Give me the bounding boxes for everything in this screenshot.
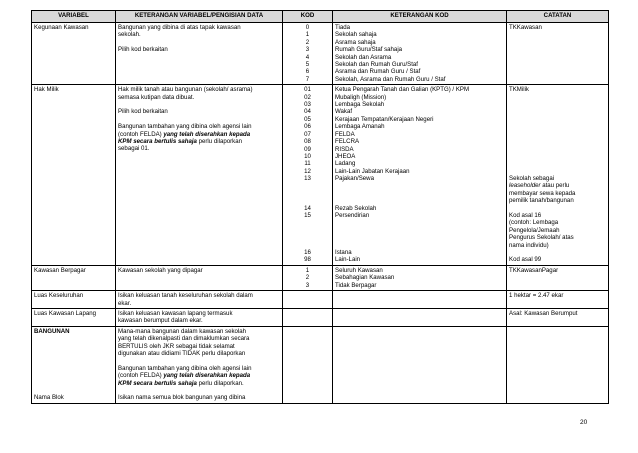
variable-name: Luas Kawasan Lapang — [34, 309, 97, 317]
code-description-cell — [333, 291, 507, 309]
variable-name: Kegunaan Kawasan — [34, 24, 89, 31]
description-cell — [116, 291, 283, 309]
note: TKKawasanPagar — [509, 266, 559, 274]
code-description-cell — [333, 326, 507, 403]
code: 3 — [305, 46, 310, 54]
code-description-cell — [333, 23, 507, 85]
description-line — [118, 138, 280, 145]
note: (contoh: Lembaga — [509, 219, 559, 227]
note: TKMilik — [509, 86, 529, 94]
code: 06 — [304, 123, 311, 131]
description-line: Mana-mana bangunan dalam kawasan sekolah — [118, 327, 247, 335]
code-description-cell — [333, 85, 507, 266]
text-run: perlu dilaporkan. — [196, 379, 244, 387]
header-catatan: CATATAN — [507, 11, 609, 23]
table-row — [32, 308, 609, 326]
code-description: Asrama dan Rumah Guru / Staf — [335, 68, 421, 76]
code: 3 — [305, 281, 310, 289]
code: 15 — [304, 212, 311, 220]
table-row — [32, 326, 609, 403]
code-description: Kerajaan Tempatan/Kerajaan Negeri — [335, 115, 434, 123]
note: Asal: Kawasan Berumput — [509, 309, 578, 317]
section-heading: BANGUNAN — [34, 327, 70, 335]
description-line: kawasan berumput dalam ekar. — [118, 317, 203, 325]
text-run: perlu dilaporkan — [196, 138, 242, 146]
note: Kod asal 99 — [509, 256, 542, 264]
table-header-row — [32, 11, 609, 23]
variable-name: Luas Keseluruhan — [34, 292, 84, 300]
code-description-cell — [333, 308, 507, 326]
code-description-cell — [333, 265, 507, 290]
code-description: Asrama sahaja — [335, 38, 376, 46]
code-cell — [283, 265, 333, 290]
variable-cell — [32, 326, 116, 403]
code-description: Lembaga Sekolah — [335, 101, 385, 109]
emphasis-text: yang telah diserahkan kepada — [163, 372, 251, 380]
note-cell — [507, 326, 609, 403]
code-description: Sekolah sahaja — [335, 31, 377, 39]
note: Pengurus Sekolah/ atas — [509, 234, 574, 242]
code-description: Wakaf — [335, 108, 353, 116]
code-description: Sekolah, Asrama dan Rumah Guru / Staf — [335, 75, 446, 83]
description-line — [118, 380, 280, 387]
code-description: Rezab Sekolah — [335, 204, 377, 212]
description-line — [118, 131, 280, 138]
code-cell — [283, 326, 333, 403]
code: 04 — [304, 108, 311, 116]
text-run: (contoh FELDA) — [118, 372, 164, 380]
description-line: Bangunan tambahan yang dibina oleh agensi lain — [118, 364, 252, 372]
description-cell — [116, 308, 283, 326]
description-cell — [116, 326, 283, 403]
variable-name: Kawasan Berpagar — [34, 266, 86, 274]
code: 6 — [305, 68, 310, 76]
note: nama individu) — [509, 241, 549, 249]
header-keterangan-variabel: KETERANGAN VARIABEL/PENGISIAN DATA — [116, 11, 283, 23]
code-description: Istana — [335, 249, 352, 257]
description-line: Bangunan yang dibina di atas tapak kawasan — [118, 24, 241, 31]
italic-text: leaseholder — [509, 182, 541, 190]
note: Kod asal 16 — [509, 211, 542, 219]
code: 01 — [304, 86, 311, 94]
description-cell — [116, 23, 283, 85]
code: 5 — [305, 61, 310, 69]
code: 12 — [304, 167, 311, 175]
emphasis-text: KPM secara bertulis sahaja — [118, 138, 197, 146]
description-line: sekolah. — [118, 31, 141, 39]
code-description: Sekolah dan Rumah Guru/Staf — [335, 61, 418, 69]
header-kod: KOD — [283, 11, 333, 23]
code: 07 — [304, 130, 311, 138]
page-number: 20 — [580, 419, 588, 426]
code: 11 — [304, 160, 311, 168]
description-line: Bangunan tambahan yang dibina oleh agensi lain — [118, 123, 252, 131]
variable-cell — [32, 85, 116, 266]
code: 09 — [304, 145, 311, 153]
code: 16 — [304, 249, 311, 257]
code: 98 — [304, 256, 311, 264]
code-description: Rumah Guru/Staf sahaja — [335, 46, 403, 54]
code-description: FELDA — [335, 130, 355, 138]
description-line: yang telah dikenalpasti dan dimaklumkan secara — [118, 335, 250, 343]
code: 05 — [304, 115, 311, 123]
code-description: Lembaga Amanah — [335, 123, 385, 131]
code-description: Lain-Lain — [335, 256, 361, 264]
variable-cell — [32, 23, 116, 85]
code-cell — [283, 85, 333, 266]
code: 10 — [304, 152, 311, 160]
note-cell — [507, 308, 609, 326]
code-cell — [283, 291, 333, 309]
code-description: Ketua Pengarah Tanah dan Galian (KPTG) / KPM — [335, 86, 470, 94]
variable-cell — [32, 308, 116, 326]
description-line: Kawasan sekolah yang dipagar — [118, 266, 203, 274]
code-cell — [283, 308, 333, 326]
description-line: Hak milik tanah atau bangunan (sekolah/ asrama) — [118, 86, 253, 94]
code: 14 — [304, 204, 311, 212]
code-cell — [283, 23, 333, 85]
emphasis-text: yang telah diserahkan kepada — [163, 130, 251, 138]
emphasis-text: KPM secara bertulis sahaja — [118, 379, 197, 387]
code: 7 — [305, 75, 310, 83]
code-description: Pajakan/Sewa — [335, 175, 374, 183]
code: 03 — [304, 101, 311, 109]
code-description: Tidak Berpagar — [335, 281, 377, 289]
document-page — [31, 10, 608, 404]
description-cell — [116, 85, 283, 266]
note-cell — [507, 85, 609, 266]
code-description: Persendirian — [335, 212, 370, 220]
code: 02 — [304, 93, 311, 101]
code-description: FELCRA — [335, 138, 360, 146]
description-line: sebagai 01. — [118, 145, 150, 153]
description-line: Pilih kod berkaitan — [118, 46, 168, 54]
code-description: RISDA — [335, 145, 354, 153]
description-line: BERTULIS oleh JKR sebagai tidak selamat — [118, 342, 235, 350]
note: Pengelola/Jemaah — [509, 226, 560, 234]
note: 1 hektar = 2.47 ekar — [509, 292, 564, 300]
note-cell — [507, 291, 609, 309]
note: Sekolah sebagai — [509, 174, 555, 182]
variable-cell — [32, 291, 116, 309]
code: 1 — [305, 266, 310, 274]
code: 0 — [305, 24, 310, 31]
text-run: (contoh FELDA) — [118, 130, 164, 138]
variable-name: Nama Blok — [34, 394, 64, 402]
description-line: Isikan nama semua blok bangunan yang dibina — [118, 394, 246, 402]
description-cell — [116, 265, 283, 290]
variable-name: Hak Milik — [34, 86, 59, 94]
code-description: Tiada — [335, 24, 351, 31]
variable-cell — [32, 265, 116, 290]
text-run: atau perlu — [540, 182, 570, 190]
note-cell — [507, 265, 609, 290]
table-row — [32, 265, 609, 290]
note: TKKawasan — [509, 24, 542, 31]
header-variabel: VARIABEL — [32, 11, 116, 23]
table-row — [32, 291, 609, 309]
code: 2 — [305, 274, 310, 282]
code: 2 — [305, 38, 310, 46]
description-line: Isikan keluasan tanah keseluruhan sekolah dalam — [118, 292, 253, 300]
note: pemilik tanah/bangunan — [509, 197, 574, 205]
header-keterangan-kod: KETERANGAN KOD — [333, 11, 507, 23]
description-line: Isikan keluasan kawasan lapang termasuk — [118, 309, 233, 317]
note-cell — [507, 23, 609, 85]
table-row — [32, 85, 609, 266]
code: 08 — [304, 138, 311, 146]
code-description: Seluruh Kawasan — [335, 266, 383, 274]
description-line: Pilih kod berkaitan — [118, 108, 168, 116]
note: membayar sewa kepada — [509, 189, 576, 197]
description-line: ekar. — [118, 299, 132, 307]
code-description: Mubaligh (Mission) — [335, 93, 387, 101]
description-line: semasa kutipan data dibuat. — [118, 93, 195, 101]
code-description: Lain-Lain Jabatan Kerajaan — [335, 167, 410, 175]
description-line: digunakan atau didiami TIDAK perlu dilaporkan — [118, 349, 246, 357]
code-description: Sebahagian Kawasan — [335, 274, 395, 282]
code: 4 — [305, 53, 310, 61]
description-line — [118, 372, 280, 379]
code-description: Sekolah dan Asrama — [335, 53, 392, 61]
code: 1 — [305, 31, 310, 39]
code-description: JHEOA — [335, 152, 356, 160]
table-row — [32, 23, 609, 85]
variable-table — [31, 10, 609, 404]
code-description: Ladang — [335, 160, 356, 168]
code: 13 — [304, 175, 311, 183]
note — [509, 182, 606, 189]
